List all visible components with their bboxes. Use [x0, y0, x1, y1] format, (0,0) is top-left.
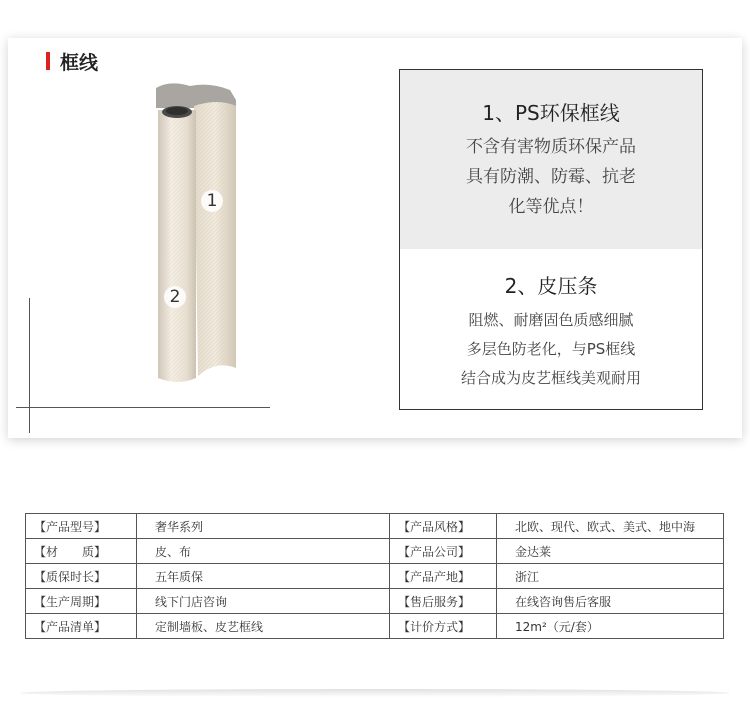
- table-row: [26, 514, 724, 539]
- spec-key: 【生产周期】: [26, 589, 137, 614]
- ps-frame-line-3: 化等优点！: [508, 197, 594, 217]
- spec-key: 【产品公司】: [390, 539, 497, 564]
- table-row: [26, 589, 724, 614]
- table-row: [26, 614, 724, 639]
- product-spec-table: [25, 513, 724, 639]
- leather-strip-line-2: 多层色防老化，与PS框线: [466, 340, 636, 358]
- crosshair-vertical-line: [29, 298, 30, 433]
- spec-key: 【质保时长】: [26, 564, 137, 589]
- label-number-2: 2: [164, 286, 186, 308]
- spec-value: 北欧、现代、欧式、美式、地中海: [497, 514, 724, 539]
- spec-value: 浙江: [497, 564, 724, 589]
- frame-molding-illustration: [150, 80, 245, 385]
- leather-strip-line-3: 结合成为皮艺框线美观耐用: [460, 369, 641, 387]
- spec-key: 【产品清单】: [26, 614, 137, 639]
- table-row: [26, 564, 724, 589]
- ps-frame-line-2: 具有防潮、防霉、抗老: [466, 167, 636, 187]
- spec-key: 【材 质】: [26, 539, 137, 564]
- spec-key: 【产品型号】: [26, 514, 137, 539]
- ps-frame-line-1: 不含有害物质环保产品: [466, 137, 636, 157]
- spec-value: 定制墙板、皮艺框线: [137, 614, 390, 639]
- spec-value: 12m²（元/套）: [497, 614, 724, 639]
- spec-key: 【产品产地】: [390, 564, 497, 589]
- spec-value: 奢华系列: [137, 514, 390, 539]
- heading-leather-strip: 2、皮压条: [504, 274, 598, 298]
- description-box: [399, 69, 703, 410]
- spec-key: 【计价方式】: [390, 614, 497, 639]
- bottom-divider-shadow: [20, 689, 730, 697]
- spec-value: 五年质保: [137, 564, 390, 589]
- spec-key: 【售后服务】: [390, 589, 497, 614]
- title-accent-bar: [46, 52, 50, 70]
- section-title: [46, 50, 98, 72]
- table-row: [26, 539, 724, 564]
- spec-key: 【产品风格】: [390, 514, 497, 539]
- spec-value: 金达莱: [497, 539, 724, 564]
- crosshair-horizontal-line: [16, 407, 270, 408]
- section-title-text: 框线: [60, 51, 99, 74]
- spec-value: 线下门店咨询: [137, 589, 390, 614]
- label-number-1: 1: [201, 190, 223, 212]
- leather-strip-line-1: 阻燃、耐磨固色质感细腻: [468, 311, 634, 329]
- spec-value: 皮、布: [137, 539, 390, 564]
- heading-ps-frame: 1、PS环保框线: [482, 101, 620, 125]
- frame-molding-image: [150, 80, 245, 385]
- spec-value: 在线咨询售后客服: [497, 589, 724, 614]
